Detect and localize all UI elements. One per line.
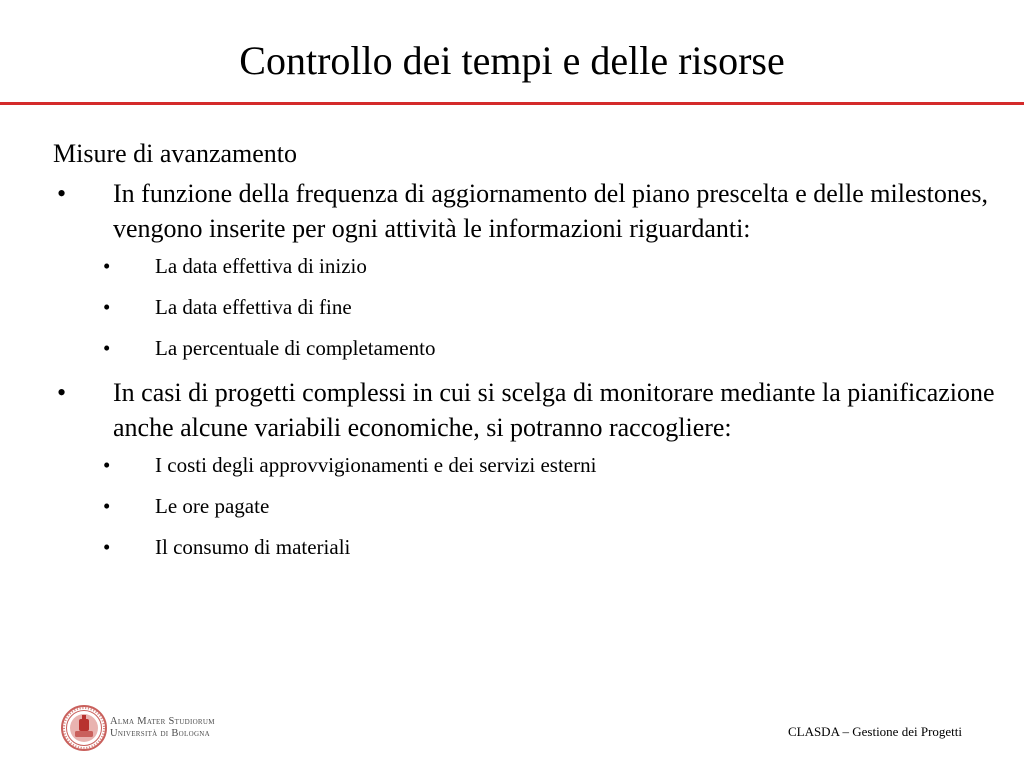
logo-text xyxy=(110,716,215,740)
logo-line-2: Università di Bologna xyxy=(110,728,211,739)
title-divider xyxy=(0,102,1024,105)
bullet-marker: • xyxy=(57,179,67,208)
sub-bullet-text: Il consumo di materiali xyxy=(155,535,351,559)
bullet-marker: • xyxy=(57,378,67,407)
sub-bullet-item xyxy=(53,533,1003,561)
section-heading: Misure di avanzamento xyxy=(53,139,298,168)
sub-bullet-marker: • xyxy=(103,336,111,360)
bullet-item xyxy=(53,375,1003,445)
sub-bullet-item xyxy=(53,293,1003,321)
sub-bullet-marker: • xyxy=(103,254,111,278)
sub-bullet-list xyxy=(53,252,1003,362)
sub-bullet-text: Le ore pagate xyxy=(155,494,270,518)
footer-course-label: CLASDA – Gestione dei Progetti xyxy=(787,724,962,739)
sub-bullet-item xyxy=(53,252,1003,280)
sub-bullet-item xyxy=(53,334,1003,362)
university-logo xyxy=(60,704,215,752)
sub-bullet-item xyxy=(53,451,1003,479)
slide-title: Controllo dei tempi e delle risorse xyxy=(239,38,785,83)
sub-bullet-text: La data effettiva di inizio xyxy=(155,254,367,278)
logo-line-1: Alma Mater Studiorum xyxy=(110,716,215,727)
bullet-text: In casi di progetti complessi in cui si scelga di monitorare mediante la pianificazione anche alcune variabili economiche, si potranno raccogliere: xyxy=(113,378,995,442)
sub-bullet-marker: • xyxy=(103,453,111,477)
slide-content xyxy=(53,136,1003,574)
sub-bullet-marker: • xyxy=(103,295,111,319)
sub-bullet-list xyxy=(53,451,1003,561)
sub-bullet-marker: • xyxy=(103,494,111,518)
sub-bullet-text: La percentuale di completamento xyxy=(155,336,436,360)
bullet-item xyxy=(53,176,1003,246)
bullet-text: In funzione della frequenza di aggiornamento del piano prescelta e delle milestones, vengono inserite per ogni attività le informazioni riguardanti: xyxy=(113,179,988,243)
sub-bullet-text: La data effettiva di fine xyxy=(155,295,352,319)
university-seal-icon xyxy=(60,704,108,752)
sub-bullet-marker: • xyxy=(103,535,111,559)
sub-bullet-item xyxy=(53,492,1003,520)
sub-bullet-text: I costi degli approvvigionamenti e dei servizi esterni xyxy=(155,453,597,477)
